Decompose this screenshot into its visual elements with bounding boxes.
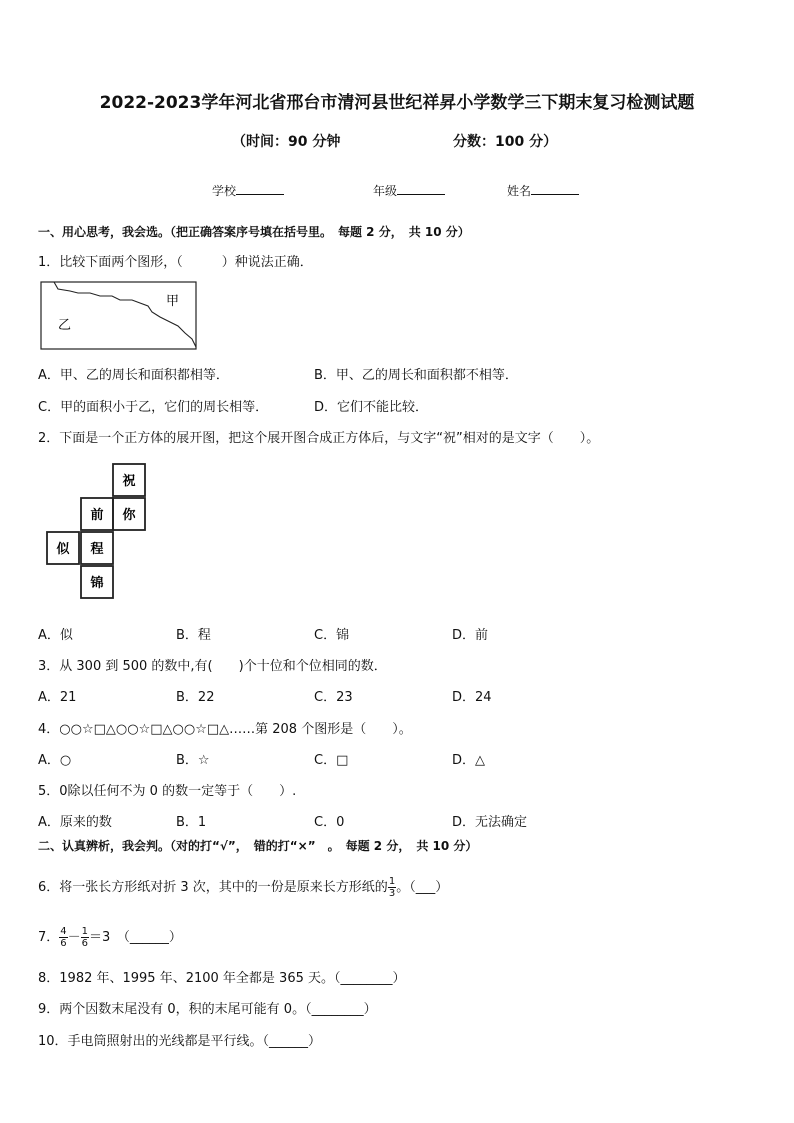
q6-text: [38, 876, 448, 899]
q5-option-a[interactable]: A．原来的数: [38, 815, 112, 830]
school-field: [212, 182, 284, 199]
q6-fraction: [388, 876, 396, 899]
school-blank[interactable]: [236, 182, 284, 195]
name-label: 姓名: [507, 184, 532, 198]
q4-option-b[interactable]: B．☆: [176, 753, 210, 768]
q7-a-den: 6: [60, 938, 67, 949]
q6-frac-num: 1: [388, 876, 396, 887]
q8-text[interactable]: 8．1982 年、1995 年、2100 年全都是 365 天。（________）: [38, 971, 406, 986]
grade-blank[interactable]: [397, 182, 445, 195]
q3-option-d[interactable]: D．24: [452, 690, 492, 705]
q9-text[interactable]: 9．两个因数末尾没有 0，积的末尾可能有 0。（________）: [38, 1002, 377, 1017]
q7-pre: 7．: [38, 930, 60, 945]
q3-option-c[interactable]: C．23: [314, 690, 353, 705]
q4-option-d[interactable]: D．△: [452, 753, 486, 768]
q7-b-den: 6: [81, 938, 89, 949]
q7-text: [38, 926, 182, 949]
q1-option-c[interactable]: C．甲的面积小于乙，它们的周长相等．: [38, 400, 269, 415]
q4-option-c[interactable]: C．□: [314, 753, 349, 768]
q5-option-d[interactable]: D．无法确定: [452, 815, 528, 830]
q7-b-num: 1: [81, 926, 89, 937]
q2-text: 2．下面是一个正方体的展开图，把这个展开图合成正方体后，与文字“祝”相对的是文字（ ）。: [38, 431, 600, 446]
q1-text: 1．比较下面两个图形，（ ）种说法正确．: [38, 255, 313, 270]
grade-label: 年级: [373, 184, 398, 198]
q2-option-b[interactable]: B．程: [176, 628, 211, 643]
exam-score: 分数：100 分）: [453, 134, 558, 150]
q6-post[interactable]: 。（___）: [396, 880, 449, 895]
q3-option-a[interactable]: A．21: [38, 690, 77, 705]
q7-minus: －: [67, 930, 81, 945]
q4-text: 4．○○☆□△○○☆□△○○☆□△……第 208 个图形是（ ）。: [38, 722, 412, 737]
q5-text: 5．0除以任何不为 0 的数一定等于（ ）.: [38, 784, 297, 799]
q1-rectangle: [41, 282, 196, 349]
q1-option-b[interactable]: B．甲、乙的周长和面积都不相等．: [314, 368, 518, 383]
q4-option-a[interactable]: A．○: [38, 753, 72, 768]
q1-label-jia: 甲: [166, 294, 180, 309]
q5-option-b[interactable]: B．1: [176, 815, 207, 830]
section2-title: 二、认真辨析，我会判。（对的打“√”， 错的打“×” 。 每题 2 分， 共 10 分）: [38, 839, 478, 853]
cell-text-cheng: 程: [90, 542, 104, 557]
cell-text-ni: 你: [122, 508, 136, 523]
exam-time: （时间：90 分钟: [232, 134, 341, 150]
name-blank[interactable]: [531, 182, 579, 195]
q2-cube-net: [45, 462, 149, 602]
q5-option-c[interactable]: C．0: [314, 815, 345, 830]
name-field: [507, 182, 579, 199]
cell-text-si: 似: [56, 542, 70, 557]
q1-figure: [40, 281, 198, 351]
q2-option-d[interactable]: D．前: [452, 628, 489, 643]
q6-pre: 6．将一张长方形纸对折 3 次，其中的一份是原来长方形纸的: [38, 880, 388, 895]
q1-label-yi: 乙: [58, 318, 72, 333]
q3-text: 3．从 300 到 500 的数中,有( )个十位和个位相同的数．: [38, 659, 387, 674]
q1-option-d[interactable]: D．它们不能比较．: [314, 400, 429, 415]
q3-option-b[interactable]: B．22: [176, 690, 215, 705]
q1-option-a[interactable]: A．甲、乙的周长和面积都相等．: [38, 368, 229, 383]
cell-text-zhu: 祝: [122, 474, 136, 489]
q1-divider-curve: [54, 282, 196, 347]
grade-field: [373, 182, 445, 199]
q2-option-a[interactable]: A．似: [38, 628, 73, 643]
q7-post[interactable]: ＝3 （______）: [89, 930, 182, 945]
q7-a-num: 4: [60, 926, 67, 937]
q7-fraction-a: [59, 926, 67, 949]
section1-title: 一、用心思考，我会选。（把正确答案序号填在括号里。 每题 2 分， 共 10 分）: [38, 225, 470, 239]
school-label: 学校: [212, 184, 237, 198]
page-title: 2022-2023学年河北省邢台市清河县世纪祥昇小学数学三下期末复习检测试题: [99, 93, 695, 113]
q6-frac-den: 3: [388, 888, 396, 899]
cell-text-qian: 前: [90, 508, 104, 523]
cell-text-jin: 锦: [90, 576, 104, 591]
q2-option-c[interactable]: C．锦: [314, 628, 350, 643]
q10-text[interactable]: 10．手电筒照射出的光线都是平行线。（______）: [38, 1034, 322, 1049]
q7-fraction-b: [81, 926, 89, 949]
